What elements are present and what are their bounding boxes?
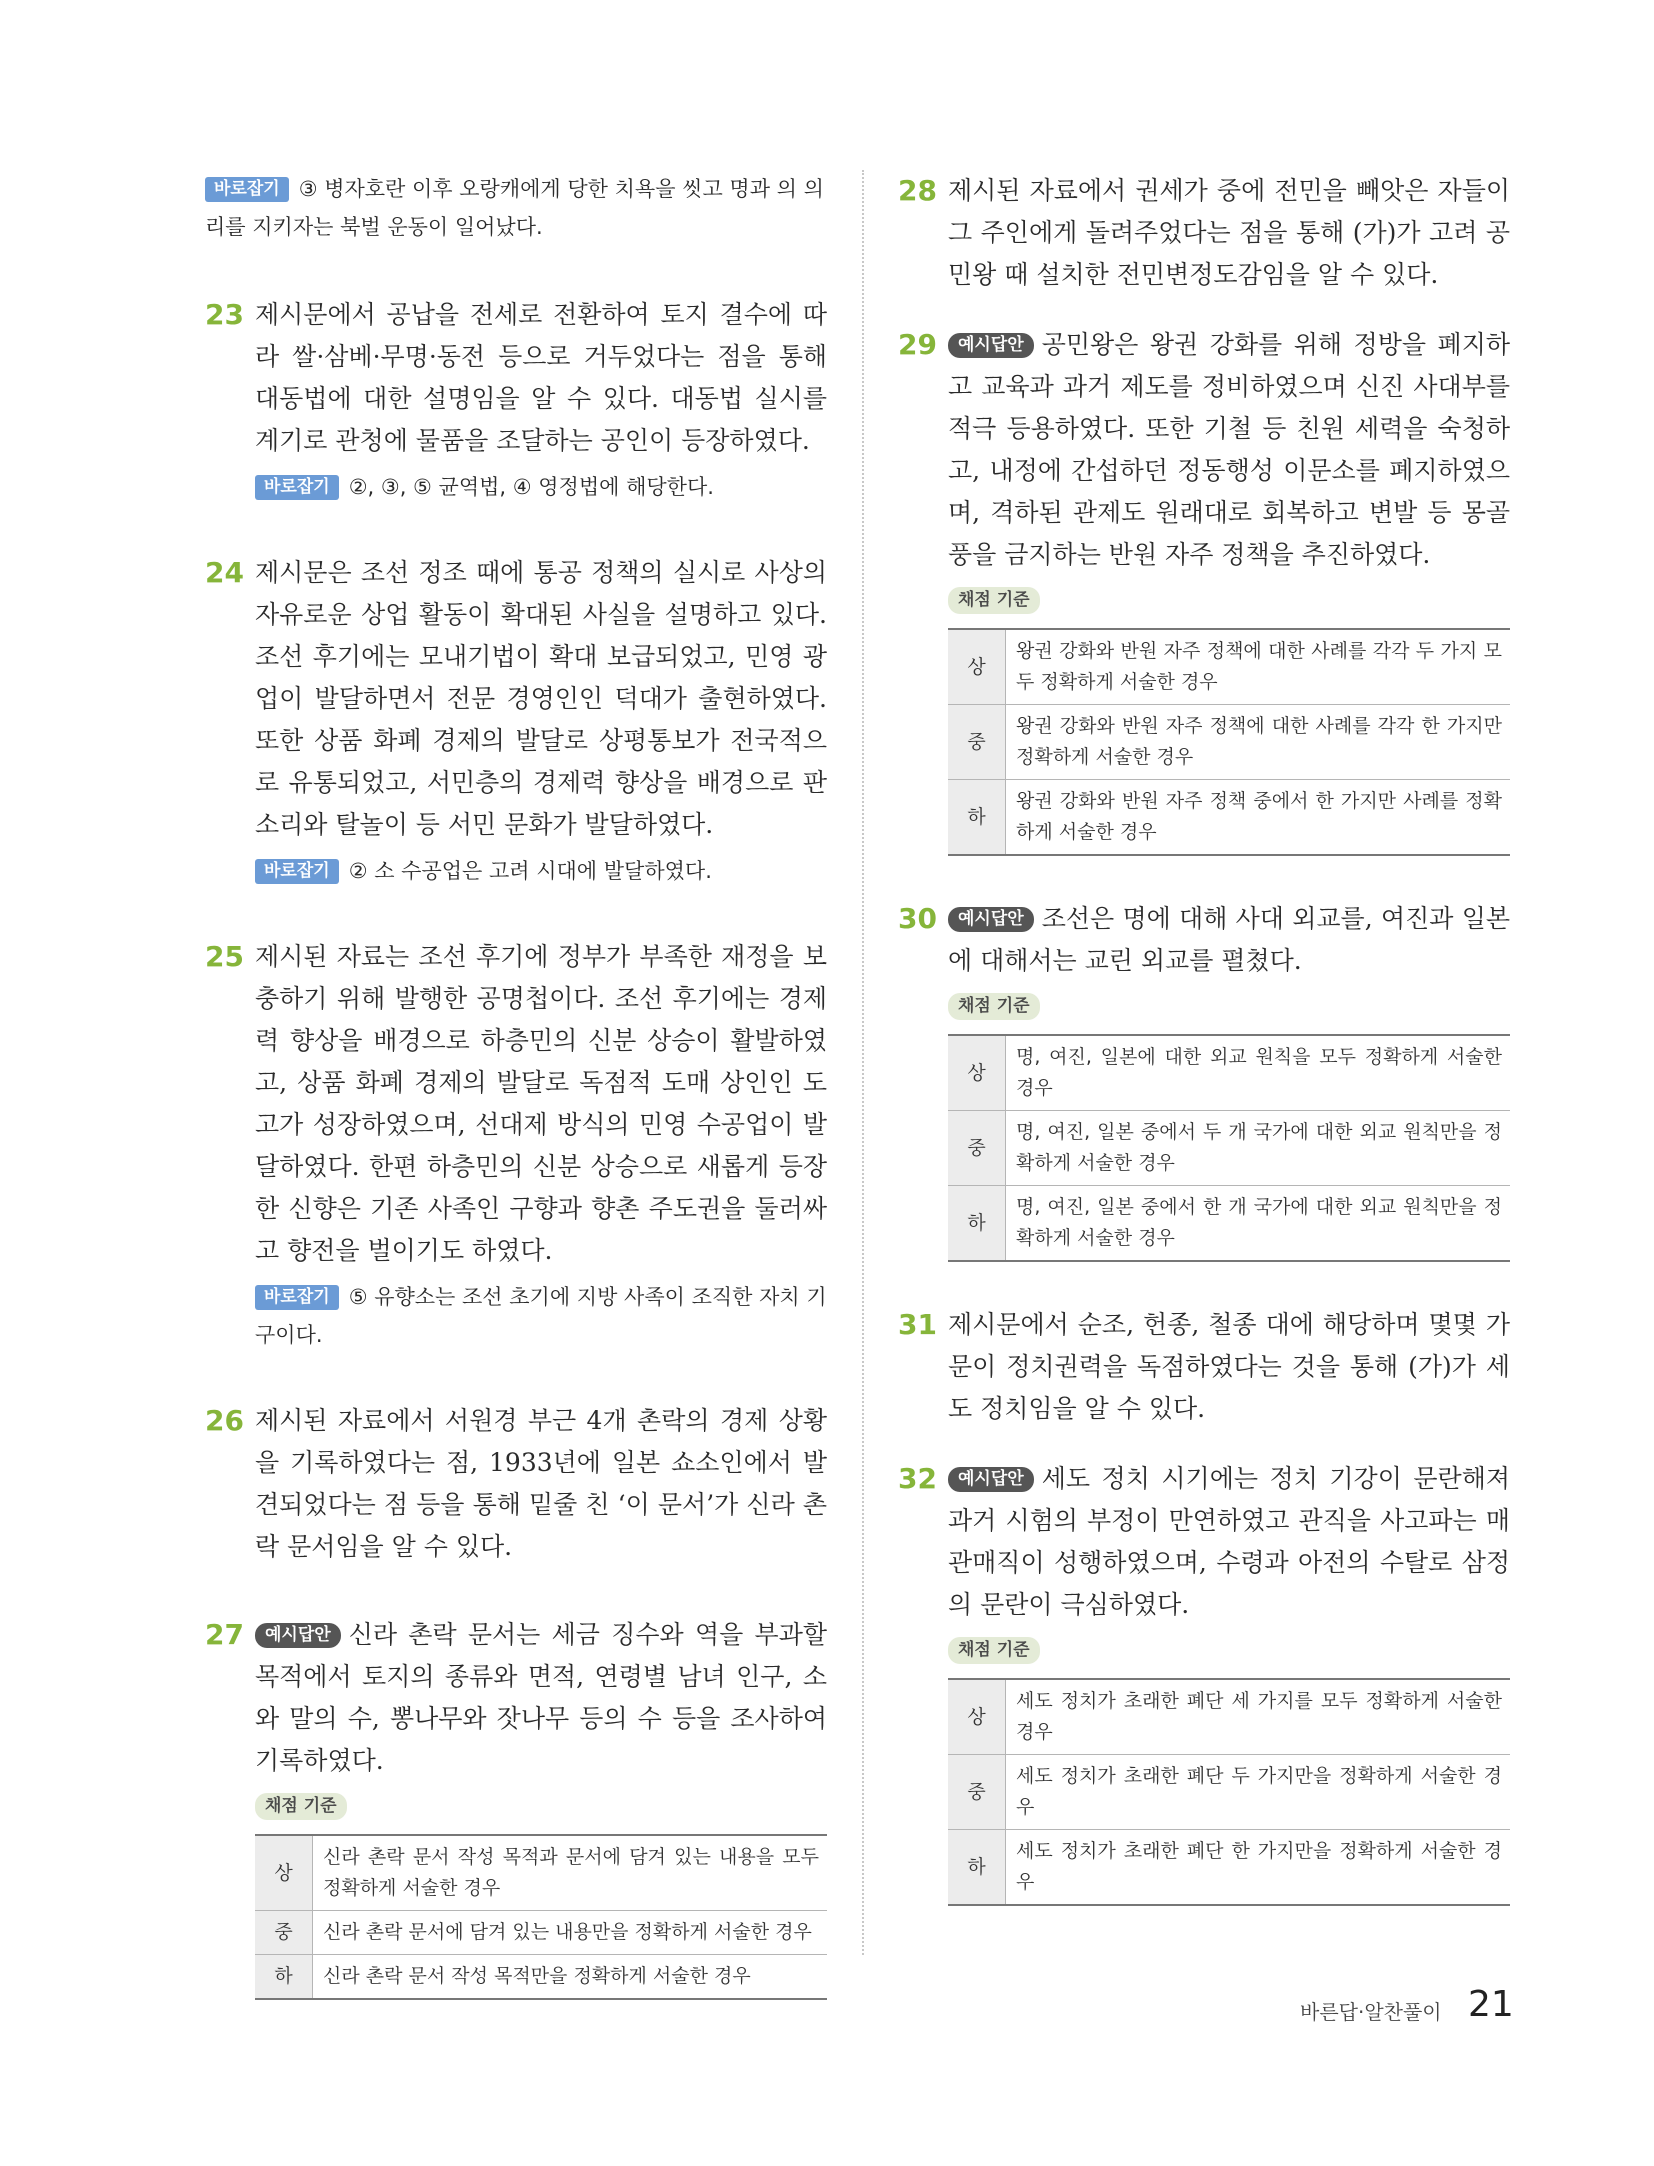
level-low: 하: [948, 780, 1006, 856]
question-number: 23: [205, 298, 244, 331]
criteria-table: [948, 1678, 1510, 1906]
criteria-table: [255, 1834, 827, 2000]
column-divider: [862, 170, 864, 1955]
question-31: [898, 1304, 1510, 1430]
level-high: 상: [948, 1035, 1006, 1111]
correction-badge: 바로잡기: [205, 177, 289, 202]
criteria-row: [948, 705, 1510, 780]
criteria-row: [948, 1830, 1510, 1906]
question-27: [205, 1614, 827, 2000]
level-mid: 중: [948, 1755, 1006, 1830]
criteria-table: [948, 1034, 1510, 1262]
criteria-text: 명, 여진, 일본 중에서 두 개 국가에 대한 외교 원칙만을 정확하게 서술한 경우: [1006, 1111, 1511, 1186]
intro-correction-text: ③ 병자호란 이후 오랑캐에게 당한 치욕을 씻고 명과 의 의리를 지키자는 북벌 운동이 일어났다.: [205, 177, 824, 239]
answer-text: 제시문에서 공납을 전세로 전환하여 토지 결수에 따라 쌀·삼베·무명·동전 등으로 거두었다는 점을 통해 대동법에 대한 설명임을 알 수 있다. 대동법 실시를 계기로 관청에 물품을 조달하는 공인이 등장하였다.: [255, 300, 827, 455]
criteria-text: 세도 정치가 초래한 폐단 두 가지만을 정확하게 서술한 경우: [1006, 1755, 1511, 1830]
example-answer-badge: 예시답안: [948, 333, 1034, 358]
answer-text: 제시된 자료에서 서원경 부근 4개 촌락의 경제 상황을 기록하였다는 점, 1933년에 일본 쇼소인에서 발견되었다는 점 등을 통해 밑줄 친 ‘이 문서’가 신라 촌락 문서임을 알 수 있다.: [255, 1406, 827, 1561]
example-answer-badge: 예시답안: [948, 907, 1034, 932]
question-26: [205, 1400, 827, 1568]
example-answer-badge: 예시답안: [255, 1623, 341, 1648]
criteria-text: 명, 여진, 일본에 대한 외교 원칙을 모두 정확하게 서술한 경우: [1006, 1035, 1511, 1111]
level-low: 하: [255, 1955, 313, 2000]
question-29: [898, 324, 1510, 856]
level-low: 하: [948, 1830, 1006, 1906]
page-number: 21: [1468, 1984, 1514, 2025]
criteria-badge: 채점 기준: [255, 1793, 347, 1820]
criteria-text: 왕권 강화와 반원 자주 정책 중에서 한 가지만 사례를 정확하게 서술한 경우: [1006, 780, 1511, 856]
level-high: 상: [255, 1835, 313, 1911]
criteria-text: 신라 촌락 문서 작성 목적만을 정확하게 서술한 경우: [313, 1955, 828, 2000]
example-answer-text: 공민왕은 왕권 강화를 위해 정방을 폐지하고 교육과 과거 제도를 정비하였으며 신진 사대부를 적극 등용하였다. 또한 기철 등 친원 세력을 숙청하고, 내정에 간섭하던 정동행성 이문소를 폐지하였으며, 격하된 관제도 원래대로 회복하고 변발 등 몽골풍을 금지하는 반원 자주 정책을 추진하였다.: [948, 330, 1510, 569]
question-number: 30: [898, 902, 937, 935]
criteria-text: 세도 정치가 초래한 폐단 한 가지만을 정확하게 서술한 경우: [1006, 1830, 1511, 1906]
question-25: [205, 936, 827, 1354]
question-32: [898, 1458, 1510, 1906]
level-mid: 중: [948, 1111, 1006, 1186]
criteria-row: [948, 1679, 1510, 1755]
question-number: 26: [205, 1404, 244, 1437]
criteria-badge: 채점 기준: [948, 1637, 1040, 1664]
question-23: [205, 294, 827, 506]
answer-text: [948, 1458, 1510, 1626]
criteria-row: [255, 1955, 827, 2000]
question-number: 24: [205, 556, 244, 589]
question-number: 32: [898, 1462, 937, 1495]
criteria-row: [948, 1755, 1510, 1830]
answer-text: 제시된 자료에서 권세가 중에 전민을 빼앗은 자들이 그 주인에게 돌려주었다는 점을 통해 (가)가 고려 공민왕 때 설치한 전민변정도감임을 알 수 있다.: [948, 176, 1510, 289]
answer-text: 제시문에서 순조, 헌종, 철종 대에 해당하며 몇몇 가문이 정치권력을 독점하였다는 것을 통해 (가)가 세도 정치임을 알 수 있다.: [948, 1310, 1510, 1423]
question-30: [898, 898, 1510, 1262]
criteria-text: 신라 촌락 문서 작성 목적과 문서에 담겨 있는 내용을 모두 정확하게 서술한 경우: [313, 1835, 828, 1911]
criteria-row: [948, 780, 1510, 856]
question-number: 28: [898, 174, 937, 207]
correction-badge: 바로잡기: [255, 859, 339, 884]
correction: [255, 852, 827, 890]
criteria-row: [255, 1911, 827, 1955]
criteria-row: [948, 1035, 1510, 1111]
example-answer-text: 세도 정치 시기에는 정치 기강이 문란해져 과거 시험의 부정이 만연하였고 관직을 사고파는 매관매직이 성행하였으며, 수령과 아전의 수탈로 삼정의 문란이 극심하였다.: [948, 1464, 1510, 1619]
question-24: [205, 552, 827, 890]
answer-text: 제시문은 조선 정조 때에 통공 정책의 실시로 사상의 자유로운 상업 활동이 확대된 사실을 설명하고 있다. 조선 후기에는 모내기법이 확대 보급되었고, 민영 광업이 발달하면서 전문 경영인인 덕대가 출현하였다. 또한 상품 화폐 경제의 발달로 상평통보가 전국적으로 유통되었고, 서민층의 경제력 향상을 배경으로 판소리와 탈놀이 등 서민 문화가 발달하였다.: [255, 558, 827, 839]
correction-badge: 바로잡기: [255, 1285, 339, 1310]
question-28: [898, 170, 1510, 296]
correction-text: ② 소 수공업은 고려 시대에 발달하였다.: [348, 859, 712, 883]
correction: [255, 468, 827, 506]
level-high: 상: [948, 1679, 1006, 1755]
criteria-text: 세도 정치가 초래한 폐단 세 가지를 모두 정확하게 서술한 경우: [1006, 1679, 1511, 1755]
answer-text: [948, 324, 1510, 576]
example-answer-text: 조선은 명에 대해 사대 외교를, 여진과 일본에 대해서는 교린 외교를 펼쳤다.: [948, 904, 1510, 975]
criteria-row: [948, 1186, 1510, 1262]
answer-text: [948, 898, 1510, 982]
left-column: [205, 170, 827, 2000]
intro-correction: [205, 170, 827, 246]
example-answer-badge: 예시답안: [948, 1467, 1034, 1492]
correction-text: ②, ③, ⑤ 균역법, ④ 영정법에 해당한다.: [348, 475, 714, 499]
criteria-text: 왕권 강화와 반원 자주 정책에 대한 사례를 각각 두 가지 모두 정확하게 서술한 경우: [1006, 629, 1511, 705]
correction-badge: 바로잡기: [255, 475, 339, 500]
right-column: [898, 170, 1510, 1906]
answer-text: [255, 1614, 827, 1782]
correction-text: ⑤ 유향소는 조선 초기에 지방 사족이 조직한 자치 기구이다.: [255, 1285, 827, 1347]
criteria-text: 신라 촌락 문서에 담겨 있는 내용만을 정확하게 서술한 경우: [313, 1911, 828, 1955]
criteria-row: [948, 1111, 1510, 1186]
example-answer-text: 신라 촌락 문서는 세금 징수와 역을 부과할 목적에서 토지의 종류와 면적, 연령별 남녀 인구, 소와 말의 수, 뽕나무와 잣나무 등의 수 등을 조사하여 기록하였다.: [255, 1620, 827, 1775]
criteria-row: [255, 1835, 827, 1911]
criteria-text: 왕권 강화와 반원 자주 정책에 대한 사례를 각각 한 가지만 정확하게 서술한 경우: [1006, 705, 1511, 780]
criteria-badge: 채점 기준: [948, 993, 1040, 1020]
question-number: 25: [205, 940, 244, 973]
question-number: 29: [898, 328, 937, 361]
level-low: 하: [948, 1186, 1006, 1262]
criteria-table: [948, 628, 1510, 856]
criteria-badge: 채점 기준: [948, 587, 1040, 614]
question-number: 31: [898, 1308, 937, 1341]
criteria-text: 명, 여진, 일본 중에서 한 개 국가에 대한 외교 원칙만을 정확하게 서술한 경우: [1006, 1186, 1511, 1262]
level-high: 상: [948, 629, 1006, 705]
footer-label: 바른답·알찬풀이: [1300, 2000, 1442, 2024]
criteria-row: [948, 629, 1510, 705]
level-mid: 중: [948, 705, 1006, 780]
level-mid: 중: [255, 1911, 313, 1955]
question-number: 27: [205, 1618, 244, 1651]
correction: [255, 1278, 827, 1354]
answer-text: 제시된 자료는 조선 후기에 정부가 부족한 재정을 보충하기 위해 발행한 공명첩이다. 조선 후기에는 경제력 향상을 배경으로 하층민의 신분 상승이 활발하였고, 상품 화폐 경제의 발달로 독점적 도매 상인인 도고가 성장하였으며, 선대제 방식의 민영 수공업이 발달하였다. 한편 하층민의 신분 상승으로 새롭게 등장한 신향은 기존 사족인 구향과 향촌 주도권을 둘러싸고 향전을 벌이기도 하였다.: [255, 942, 827, 1265]
